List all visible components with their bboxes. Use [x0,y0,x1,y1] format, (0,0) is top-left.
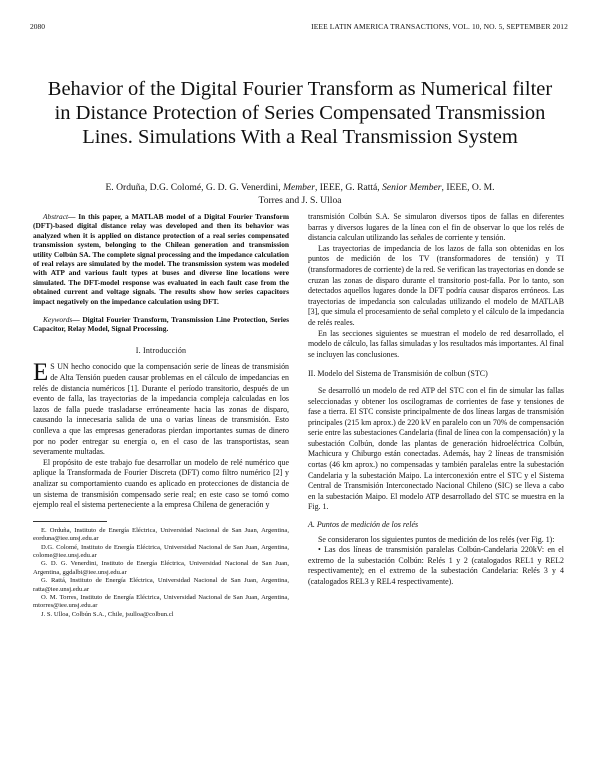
measurement-intro: Se consideraron los siguientes puntos de medición de los relés (ver Fig. 1): [318,534,555,544]
right-paragraph-1: transmisión Colbún S.A. Se simularon diversos tipos de fallas en diferentes barras y diversos lugares de la línea con el fin de observar lo que los relés de distancia calculan utilizando las señales de corriente y tensión. [308,212,564,243]
authors-part-3: , IEEE, O. M. [441,182,495,193]
section-2-heading: II. Modelo del Sistema de Transmisión de colbun (STC) [308,369,488,379]
member-label: Member [283,182,315,193]
intro-paragraph-1-text: S UN hecho conocido que la compensación serie de líneas de transmisión de Alta Tensión pueden causar problemas en el cálculo de impedancias en relés de distancia numéricos [1]. Durante el período transitorio, después de un evento de falla, las trayectorias de la impedancia compleja calculadas en los lazos de falla puede trasladarse erróneamente hacia las zonas de disparo, causando la innecesaria salida de una o varias líneas de transmisión. Esto conlleva a que las empresas generadoras pierdan importantes sumas de dinero por no poder entregar su energía o, en el caso de las transportistas, sean severamente multadas. [33,362,289,457]
keywords [33,315,289,334]
drop-cap: E [33,359,49,387]
authors-part-1: E. Orduña, D.G. Colomé, G. D. G. Venerdini, [105,182,283,193]
abstract-text: — In this paper, a MATLAB model of a Digital Fourier Transform (DFT)-based digital distance relay was developed and then its behavior was analyzed when it is applied on distance protection of a real series compensated transmission system, belonging to the Chilean generation and transmission utility Colbún SA. The complete signal processing and the impedance calculation of real relays are simulated by the model. The transmission system was modeled with ATP and various fault types at buses and diverse line locations were simulated. The DFT-model response was evaluated in each fault case from the obtained current and voltage signals. The results show how series capacitors impact negatively on the impedance calculation using DFT. [33,212,289,306]
footnote-6: J. S. Ulloa, Colbún S.A., Chile, jsulloa@colbun.cl [41,610,174,618]
abstract [33,212,289,306]
footnote-2: D.G. Colomé, Instituto de Energía Eléctrica, Universidad Nacional de San Juan, Argentina, colome@iee.unsj.edu.ar [33,543,289,559]
keywords-lead: Keywords [43,315,73,325]
bullet-item: • Las dos líneas de transmisión paralelas Colbún-Candelaria 220kV: en el extremo de la subestación Colbún: Relés 1 y 2 (catalogados REL1 y REL2 respectivamente); en el extremo de la subestación Candelaria: Relés 3 y 4 (catalogados REL3 y REL4 respectivamente). [308,545,564,586]
abstract-lead: Abstract [43,212,69,221]
page-number: 2080 [30,22,45,31]
section-1-heading: I. Introducción [135,345,187,355]
footnote-rule [33,521,107,522]
authors-part-2: , IEEE, G. Rattá, [314,182,383,193]
intro-paragraph-1 [33,359,289,457]
keywords-text: — Digital Fourier Transform, Transmission Line Protection, Series Capacitor, Relay Model, Signal Processing. [33,315,289,334]
left-column [33,212,289,619]
right-paragraph-2: Las trayectorias de impedancia de los lazos de falla son obtenidas en los puntos de medición de los TV (transformadores de tensión) y TI (transformadores de corriente) de la red. Se verifican las trayectorias en donde se cruzan las zonas de disparo durante el transitorio post-falla. Por lo tanto, son detectados aquellos lugares donde la DFT podría causar disparos erróneos. Las trayectorias de impedancia son calculadas utilizando el modelo de MATLAB [3], que simula el procesamiento de señal completo y el cálculo de la impedancia de relés reales. [308,243,564,327]
journal-header: IEEE LATIN AMERICA TRANSACTIONS, VOL. 10, NO. 5, SEPTEMBER 2012 [311,22,568,31]
model-paragraph: Se desarrolló un modelo de red ATP del STC con el fin de simular las fallas seleccionadas y obtener los oscilogramas de corrientes de fase y tensiones de fase a tierra. El STC consiste principalmente de dos líneas largas de transmisión principales (215 km aprox.) de 220 kV en paralelo con un 70% de compensación serie entre las subestaciones Candelaria (final de línea con la compensación) y la subestación Colbún, donde las plantas de generación hidroeléctrica Colbún, Machicura y Chiburgo están conectadas. Además, hay 2 líneas de transmisión cortas (46 km aprox.) no compensadas y también paralelas entre la subestación Candelaria y la subestación Maipo. La interconexión entre el STC y el Sistema Central de Transmisión Interconectado Nacional Chileno (SIC) se lleva a cabo en la subestación Maipo. El modelo ATP desarrollado del STC se muestra en la Fig. 1. [308,385,564,512]
footnote-3: G. D. G. Venerdini, Instituto de Energía Eléctrica, Universidad Nacional de San Juan, Argentina, ggdalbi@iee.unsj.edu.ar [33,560,289,576]
author-list [60,181,540,207]
footnote-5: O. M. Torres, Instituto de Energía Eléctrica, Universidad Nacional de San Juan, Argentina, mtorres@iee.unsj.edu.ar [33,594,289,610]
right-column [308,212,564,588]
senior-member-label: Senior Member [382,182,442,193]
footnote-4: G. Rattá, Instituto de Energía Eléctrica, Universidad Nacional de San Juan, Argentina, ratta@iee.unsj.edu.ar [33,577,289,593]
intro-paragraph-2: El propósito de este trabajo fue desarrollar un modelo de relé numérico que aplique la Transformada de Fourier Discreta (DFT) como filtro numérico [2] y analizar su comportamiento cuando es aplicado en protecciones de distancia de un sistema de transmisión compensado serie real; en este caso se tomó como ejemplo real el sistema perteneciente a la empresa Chilena de generación y [33,457,289,510]
paper-title: Behavior of the Digital Fourier Transform as Numerical filter in Distance Protection of Series Compensated Transmission Lines. Simulations With a Real Transmission System [47,78,553,148]
authors-line-2: Torres and J. S. Ulloa [258,195,342,206]
subsection-a-heading: A. Puntos de medición de los relés [308,520,419,530]
footnote-1: E. Orduña, Instituto de Energía Eléctrica, Universidad Nacional de San Juan, Argentina, eorduna@iee.unsj.edu.ar [33,526,289,543]
right-paragraph-3: En las secciones siguientes se muestran el modelo de red desarrollado, el modelo de cálculo, las fallas simuladas y los resultados más importantes. Al final se incluyen las conclusiones. [308,328,564,359]
